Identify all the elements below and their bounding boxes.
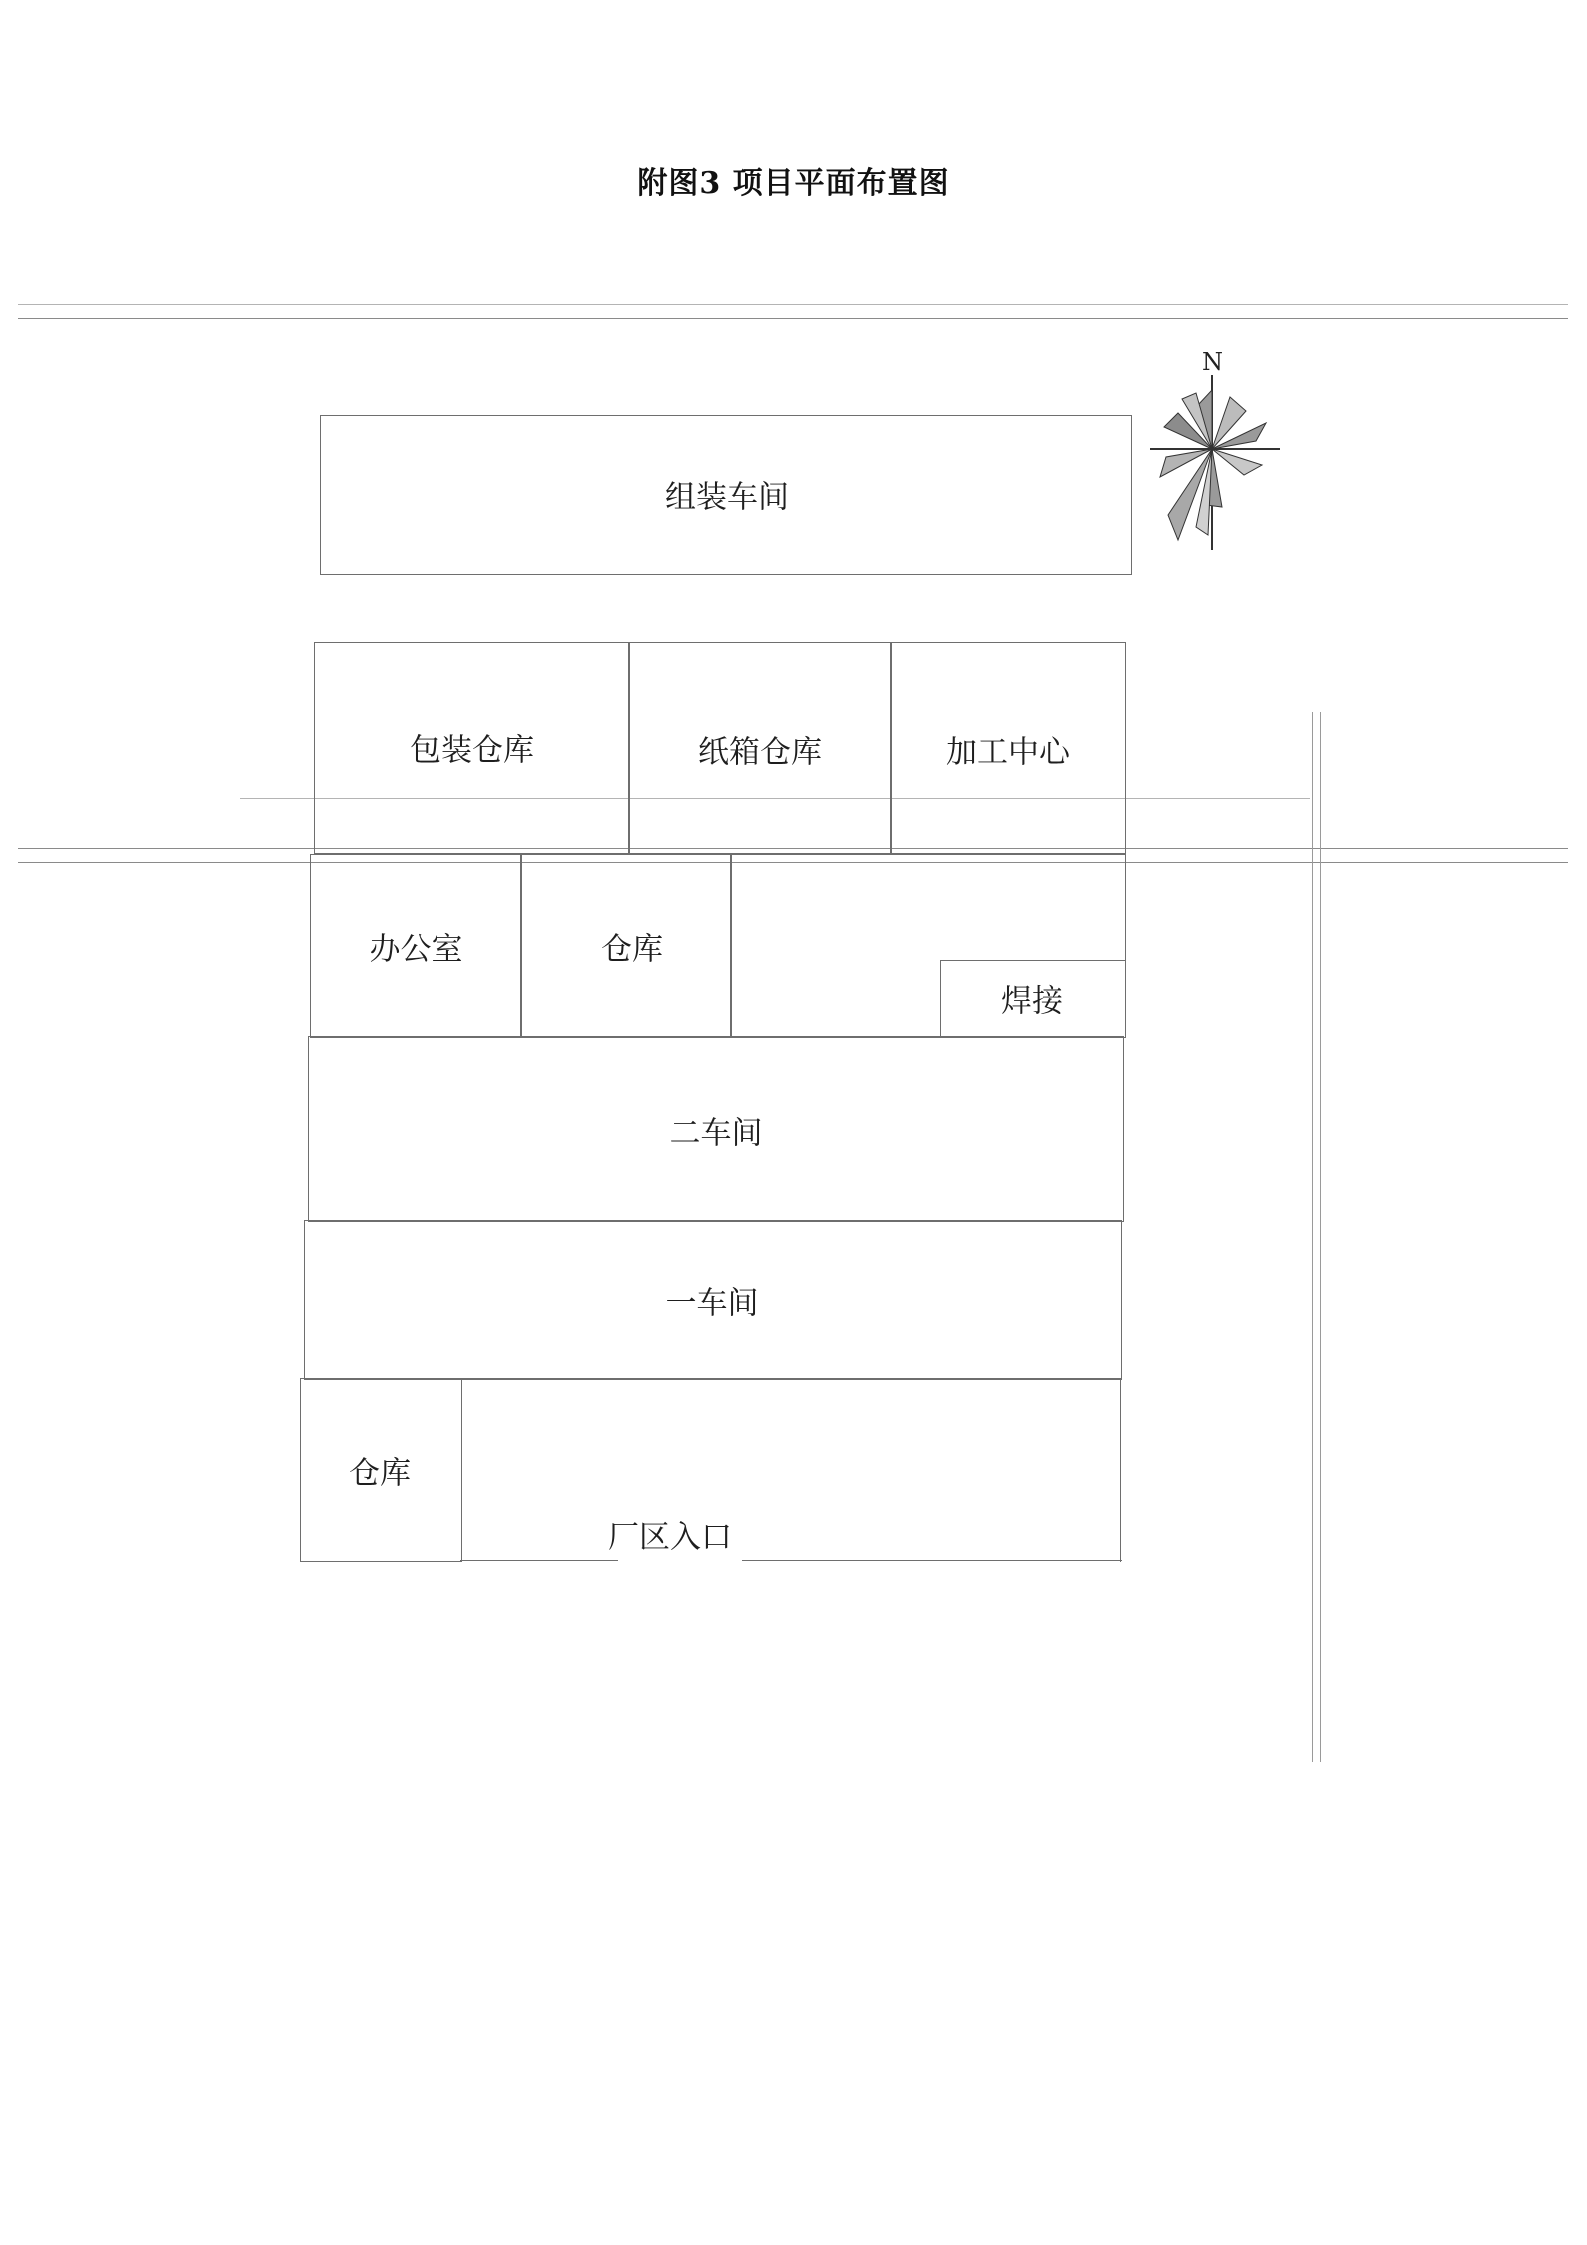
label-machining-center: 加工中心: [946, 734, 1070, 771]
label-office: 办公室: [369, 931, 463, 968]
label-entrance: 厂区入口: [608, 1519, 732, 1556]
top-rule-line-1: [18, 304, 1568, 305]
page-title: 附图3 项目平面布置图: [637, 166, 950, 201]
top-rule-line-2: [18, 318, 1568, 319]
label-assembly-workshop: 组装车间: [665, 479, 789, 516]
entrance-area-bottom-left: [460, 1560, 618, 1561]
label-welding: 焊接: [1001, 983, 1063, 1020]
label-warehouse-middle: 仓库: [601, 931, 663, 968]
label-workshop-2: 二车间: [669, 1115, 763, 1152]
entrance-area-top: [460, 1378, 1122, 1379]
entrance-area-bottom-right: [742, 1560, 1122, 1561]
label-carton-warehouse: 纸箱仓库: [698, 734, 822, 771]
label-workshop-1: 一车间: [665, 1285, 759, 1322]
wind-rose-compass-icon: [1138, 345, 1288, 565]
entrance-area-right: [1120, 1378, 1121, 1562]
label-packaging-warehouse: 包装仓库: [410, 732, 534, 769]
right-road-line-1: [1312, 712, 1313, 1762]
label-warehouse-bottom: 仓库: [349, 1455, 411, 1492]
compass-north-label: N: [1202, 348, 1223, 376]
right-road-line-2: [1320, 712, 1321, 1762]
